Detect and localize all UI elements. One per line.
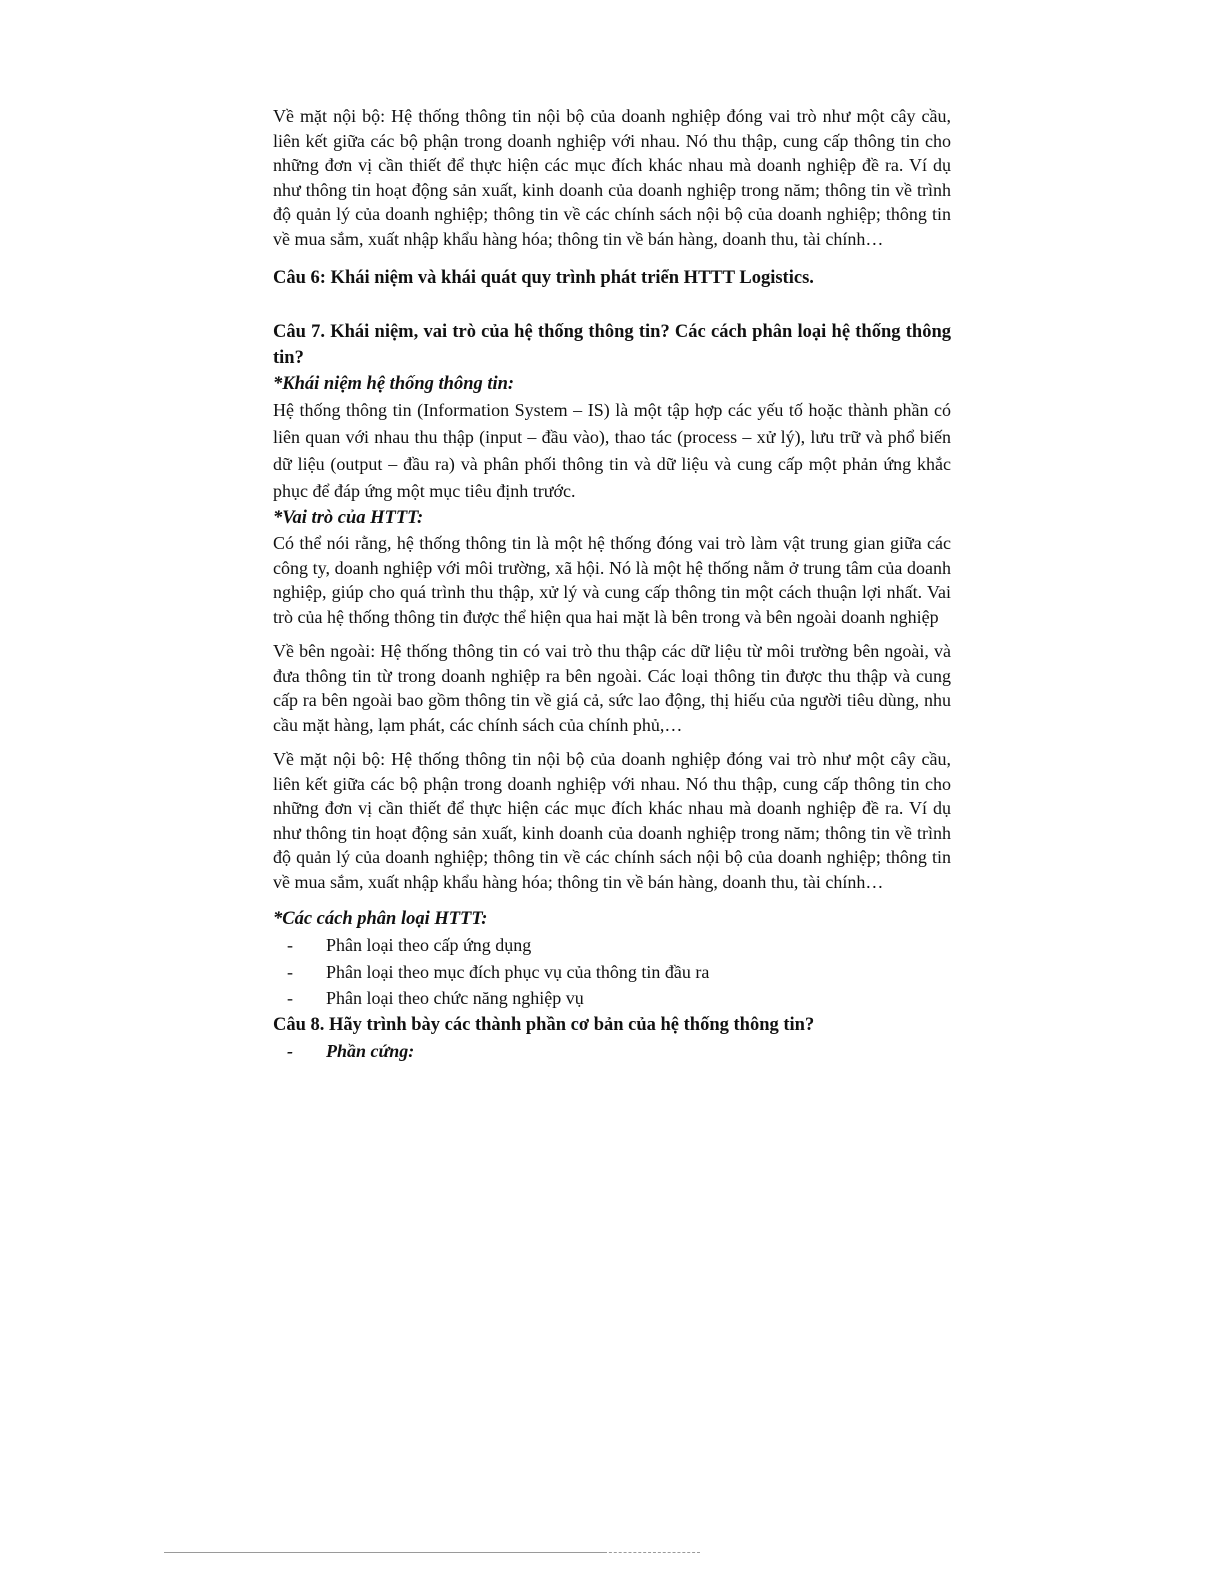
list-item — [273, 985, 951, 1012]
dash-bullet: - — [287, 988, 293, 1008]
dash-bullet: - — [287, 961, 293, 982]
dash-bullet: - — [287, 935, 293, 955]
external-role-paragraph: Về bên ngoài: Hệ thống thông tin có vai trò thu thập các dữ liệu từ môi trường bên ngoài, và đưa thông tin từ trong doanh nghiệp ra bên ngoài. Các loại thông tin được thu thập và cung cấp ra bên ngoài bao gồm thông tin về giá cả, sức lao động, thị hiếu của người tiêu dùng, nhu cầu mặt hàng, lạm phát, các chính sách của chính phủ,… — [273, 641, 951, 735]
concept-subheading: *Khái niệm hệ thống thông tin: — [273, 374, 515, 394]
document-page — [273, 104, 951, 1064]
list-item — [273, 959, 951, 986]
hardware-item: Phần cứng: — [326, 1040, 415, 1061]
list-item-text: Phân loại theo mục đích phục vụ của thông tin đầu ra — [326, 961, 710, 982]
internal-role-paragraph: Về mặt nội bộ: Hệ thống thông tin nội bộ của doanh nghiệp đóng vai trò như một cây cầu, liên kết giữa các bộ phận trong doanh nghiệp với nhau. Nó thu thập, cung cấp thông tin cho những đơn vị cần thiết để thực hiện các mục đích khác nhau mà doanh nghiệp đề ra. Ví dụ như thông tin hoạt động sản xuất, kinh doanh của doanh nghiệp trong năm; thông tin về trình độ quản lý của doanh nghiệp; thông tin về các chính sách nội bộ của doanh nghiệp; thông tin về mua sắm, xuất nhập khẩu hàng hóa; thông tin về bán hàng, doanh thu, tài chính… — [273, 749, 951, 892]
dash-bullet: - — [287, 1040, 293, 1061]
concept-paragraph: Hệ thống thông tin (Information System – IS) là một tập hợp các yếu tố hoặc thành phần có liên quan với nhau thu thập (input – đầu vào), thao tác (process – xử lý), lưu trữ và phổ biến dữ liệu (output – đầu ra) và phân phối thông tin và dữ liệu và cung cấp một phản ứng khắc phục để đáp ứng một mục tiêu định trước. — [273, 400, 951, 501]
question-7-heading: Câu 7. Khái niệm, vai trò của hệ thống thông tin? Các cách phân loại hệ thống thông tin? — [273, 322, 951, 368]
role-subheading: *Vai trò của HTTT: — [273, 508, 424, 528]
components-list — [273, 1038, 951, 1065]
footnote-separator-dashed — [604, 1552, 700, 1553]
list-item-text: Phân loại theo cấp ứng dụng — [326, 935, 532, 955]
list-item — [273, 1038, 951, 1065]
question-8-heading: Câu 8. Hãy trình bày các thành phần cơ bản của hệ thống thông tin? — [273, 1014, 815, 1035]
classification-list — [273, 932, 951, 1012]
role-paragraph: Có thể nói rằng, hệ thống thông tin là một hệ thống đóng vai trò làm vật trung gian giữa các công ty, doanh nghiệp với môi trường, xã hội. Nó là một hệ thống nằm ở trung tâm của doanh nghiệp, giúp cho quá trình thu thập, xử lý và cung cấp thông tin một cách thuận lợi nhất. Vai trò của hệ thống thông tin được thể hiện qua hai mặt là bên trong và bên ngoài doanh nghiệp — [273, 533, 951, 627]
question-6-heading: Câu 6: Khái niệm và khái quát quy trình phát triển HTTT Logistics. — [273, 268, 814, 288]
classification-subheading: *Các cách phân loại HTTT: — [273, 909, 488, 929]
list-item — [273, 932, 951, 959]
list-item-text: Phân loại theo chức năng nghiệp vụ — [326, 988, 584, 1008]
footnote-separator — [164, 1552, 604, 1553]
paragraph-internal-role-repeat: Về mặt nội bộ: Hệ thống thông tin nội bộ của doanh nghiệp đóng vai trò như một cây cầu, liên kết giữa các bộ phận trong doanh nghiệp với nhau. Nó thu thập, cung cấp thông tin cho những đơn vị cần thiết để thực hiện các mục đích khác nhau mà doanh nghiệp đề ra. Ví dụ như thông tin hoạt động sản xuất, kinh doanh của doanh nghiệp trong năm; thông tin về trình độ quản lý của doanh nghiệp; thông tin về các chính sách nội bộ của doanh nghiệp; thông tin về mua sắm, xuất nhập khẩu hàng hóa; thông tin về bán hàng, doanh thu, tài chính… — [273, 106, 951, 249]
